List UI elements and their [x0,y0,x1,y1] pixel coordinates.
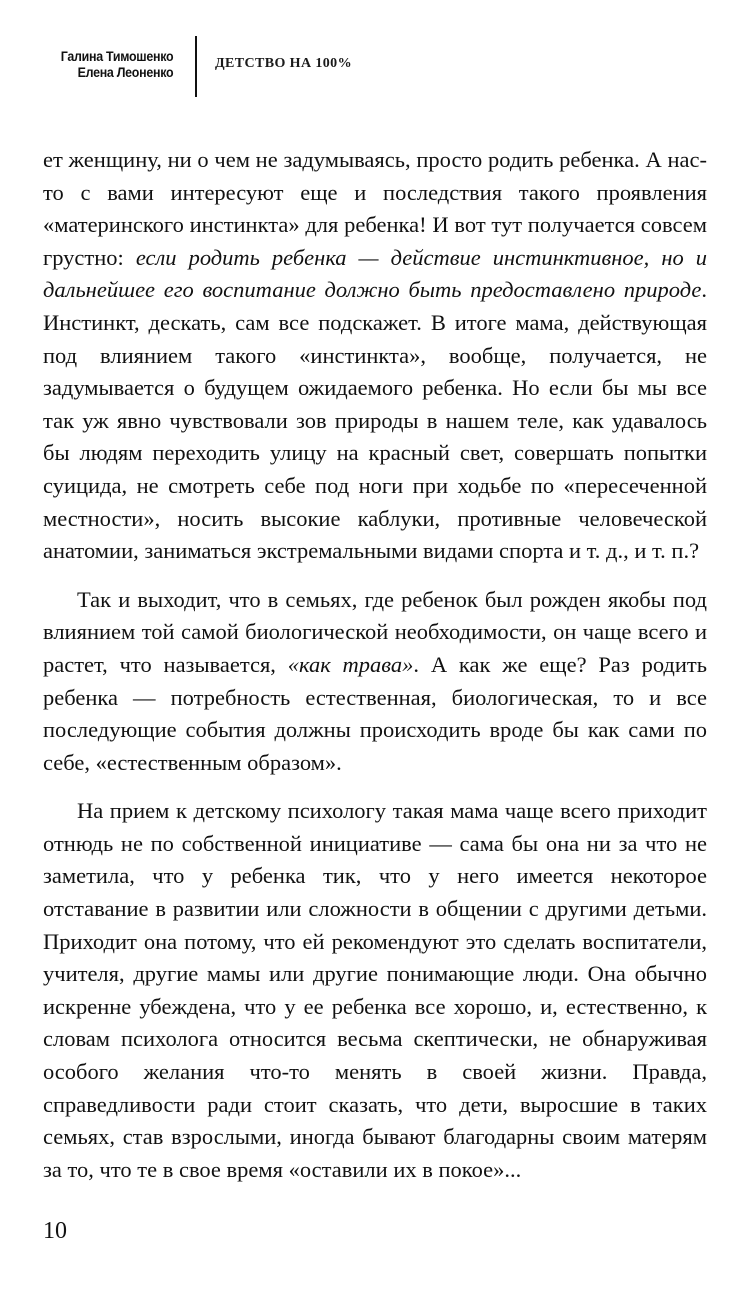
running-head [0,34,750,98]
author-name: Елена Леоненко [77,65,173,80]
book-title: ДЕТСТВО НА 100% [215,56,352,71]
header-divider [195,36,197,97]
authors [60,49,173,81]
paragraph [43,584,707,780]
text-segment: . Инстинкт, дескать, сам все подскажет. В итоге мама, действующая под влиянием такого «инстинкта», вообще, получается, не задумывается о будущем ожидаемого ребенка. Но если бы мы все так уж явно чувствовали зов природы в нашем теле, как удавалось бы людям переходить улицу на красный свет, совершать попытки суицида, не смотреть себе под ноги при ходьбе по «пересеченной местности», носить высокие каблуки, противные человеческой анатомии, заниматься экстремальными видами спорта и т. д., и т. п.? [43,277,707,564]
italic-text-segment: если родить ребенка — действие инстинктивное, но и дальнейшее его воспитание должно быть предоставлено природе [43,244,707,303]
page-number: 10 [43,1218,67,1244]
author-name: Галина Тимошенко [60,49,173,64]
text-segment: На прием к детскому психологу такая мама чаще всего приходит отнюдь не по собственной инициативе — сама бы она ни за что не заметила, что у ребенка тик, что у него имеется некоторое отставание в развитии или сложности в общении с другими детьми. Приходит она потому, что ей рекомендуют это сделать воспитатели, учителя, другие мамы или другие понимающие люди. Она обычно искренне убеждена, что у ее ребенка все хорошо, и, естественно, к словам психолога относится весьма скептически, не обнаруживая особого желания что-то менять в своей жизни. Правда, справедливости ради стоит сказать, что дети, выросшие в таких семьях, став взрослыми, иногда бывают благодарны своим матерям за то, что те в свое время «оставили их в покое»... [43,798,707,1182]
paragraph [43,795,707,1186]
body-text [43,144,707,1186]
text-segment: Так и выходит, что в семьях, где ребенок был рожден якобы под влиянием той самой биологической необходимости, он чаще всего и растет, что называется, [43,586,707,677]
paragraph [43,144,707,568]
italic-text-segment: «как трава» [287,651,414,677]
text-segment: . А как же еще? Раз родить ребенка — потребность естественная, биологическая, то и все последующие события должны происходить вроде бы как сами по себе, «естественным образом». [43,651,708,775]
text-segment: ет женщину, ни о чем не задумываясь, просто родить ребенка. А нас-то с вами интересуют еще и последствия такого проявления «материнского инстинкта» для ребенка! И вот тут получается совсем грустно: [43,147,707,270]
